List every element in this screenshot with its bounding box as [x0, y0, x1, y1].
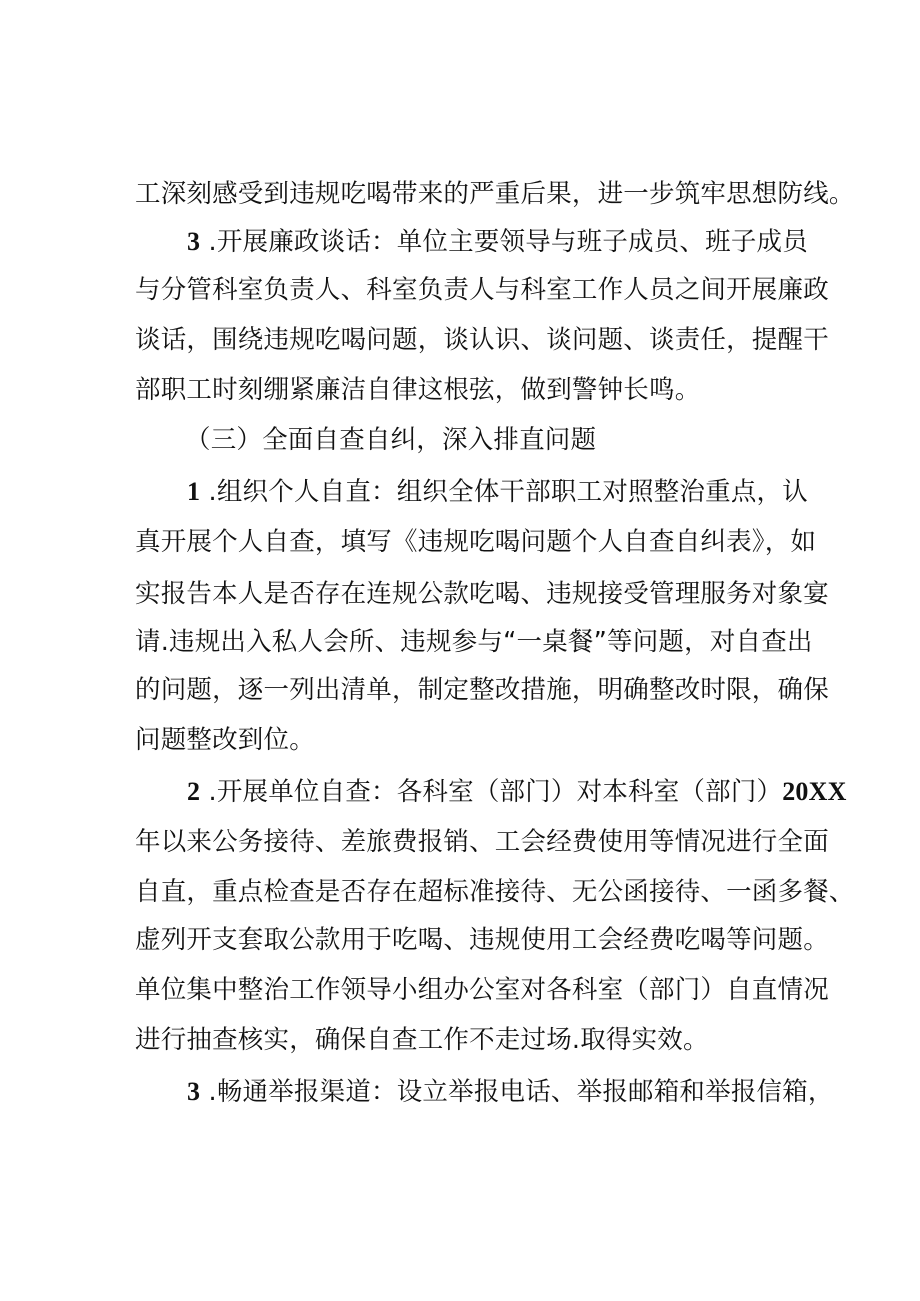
paragraph-line [135, 176, 855, 212]
list-number: 1 [187, 477, 201, 506]
line-text: 工深刻感受到违规吃喝带来的严重后果，进一步筑牢思想防线。 [135, 179, 855, 209]
paragraph-line [187, 774, 847, 810]
paragraph-line [187, 474, 808, 510]
line-text: 年以来公务接待、差旅费报销、工会经费使用等情况进行全面 [135, 827, 829, 857]
line-text: 与分管科室负责人、科室负责人与科室工作人员之间开展廉政 [135, 275, 829, 305]
paragraph-line [135, 524, 816, 560]
paragraph-line [135, 922, 829, 958]
line-text: .开展廉政谈话：单位主要领导与班子成员、班子成员 [208, 227, 808, 257]
paragraph-line [135, 624, 813, 660]
line-text: 的问题，逐一列出清单，制定整改措施，明确整改时限，确保 [135, 675, 829, 705]
paragraph-line [135, 272, 829, 308]
paragraph-line [187, 224, 808, 260]
paragraph-line [135, 824, 829, 860]
year-number: 20XX [782, 777, 847, 806]
list-number: 2 [187, 777, 201, 806]
line-text: 请.违规出入私人会所、违规参与“一桌餐”等问题，对自查出 [135, 627, 813, 657]
line-text: 实报告本人是否存在连规公款吃喝、违规接受管理服务对象宴 [135, 579, 829, 609]
line-text: 问题整改到位。 [135, 725, 315, 755]
paragraph-line [135, 672, 829, 708]
line-text: 进行抽查核实，确保自查工作不走过场.取得实效。 [135, 1025, 709, 1055]
list-number: 3 [187, 1077, 201, 1106]
line-text: 部职工时刻绷紧廉洁自律这根弦，做到警钟长鸣。 [135, 375, 701, 405]
paragraph-line [135, 972, 829, 1008]
line-text: 自直，重点检查是否存在超标准接待、无公函接待、一函多餐、 [135, 877, 855, 907]
paragraph-line [135, 722, 315, 758]
line-text: 真开展个人自查，填写《违规吃喝问题个人自查自纠表》，如 [135, 527, 817, 557]
line-text: 谈话，围绕违规吃喝问题，谈认识、谈问题、谈责任，提醒干 [135, 325, 829, 355]
paragraph-line [187, 1074, 834, 1110]
line-text: 单位集中整治工作领导小组办公室对各科室（部门）自直情况 [135, 975, 829, 1005]
line-text: .组织个人自直：组织全体干部职工对照整治重点，认 [208, 477, 808, 507]
section-heading [185, 422, 596, 458]
paragraph-line [135, 576, 829, 612]
paragraph-line [135, 874, 855, 910]
paragraph-line [135, 322, 829, 358]
line-text: 虚列开支套取公款用于吃喝、违规使用工会经费吃喝等问题。 [135, 925, 829, 955]
paragraph-line [135, 1022, 709, 1058]
line-text: .畅通举报渠道：设立举报电话、举报邮箱和举报信箱， [208, 1077, 834, 1107]
heading-text: （三）全面自查自纠，深入排直问题 [185, 425, 597, 455]
line-text: .开展单位自查：各科室（部门）对本科室（部门） [208, 777, 783, 807]
paragraph-line [135, 372, 700, 408]
list-number: 3 [187, 227, 201, 256]
